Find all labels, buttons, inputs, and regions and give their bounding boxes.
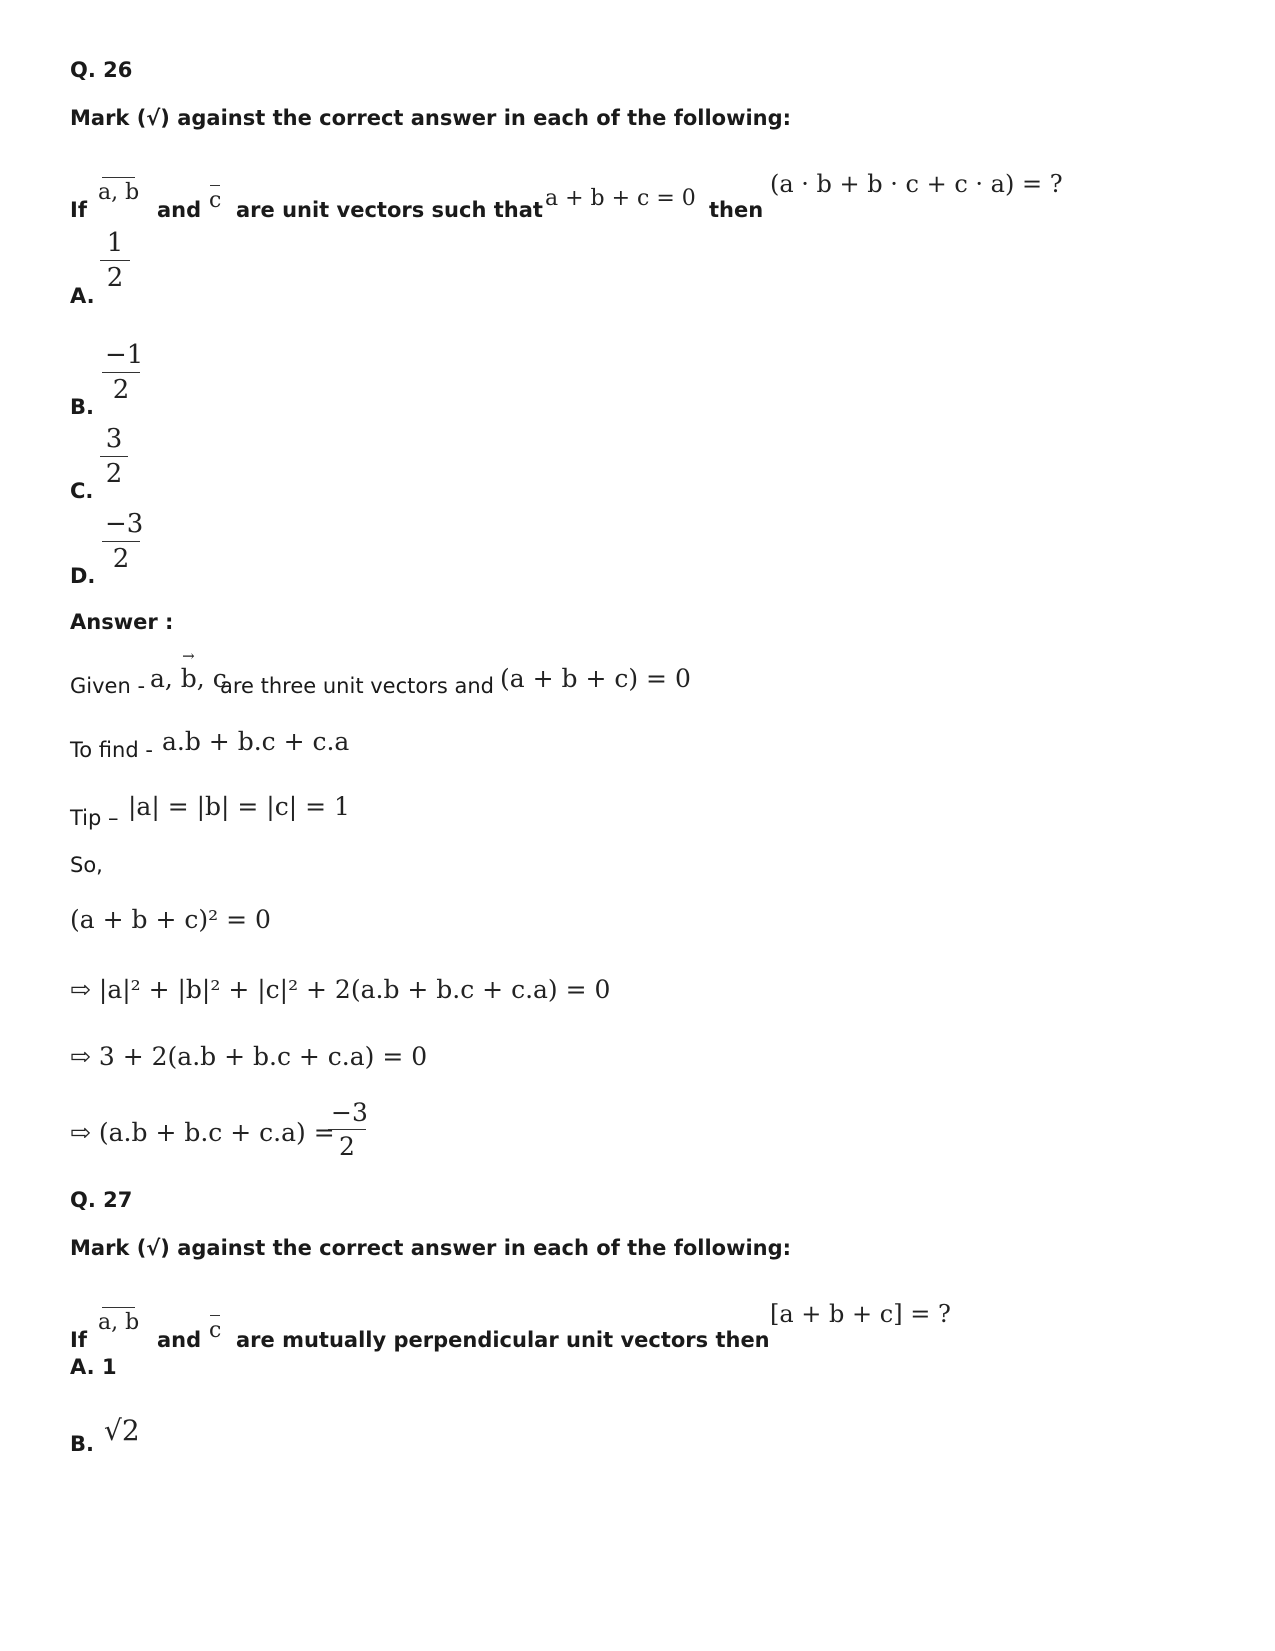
option-label-b: B.	[70, 1432, 94, 1456]
stem-if: If	[70, 1328, 87, 1352]
option-d-fraction[interactable]: −3 2	[102, 509, 140, 574]
stem-expression: [a + b + c] = ?	[770, 1300, 951, 1328]
stem-vector-ab: a, b	[98, 1310, 140, 1335]
stem-condition: a + b + c = 0	[545, 186, 696, 211]
option-a-fraction[interactable]: 1 2	[100, 228, 130, 293]
option-a[interactable]	[70, 1355, 117, 1379]
question-number: Q. 27	[70, 1188, 133, 1212]
tip-expression: |a| = |b| = |c| = 1	[128, 792, 350, 821]
stem-vector-c: c	[209, 188, 222, 213]
option-label-a: A.	[70, 284, 95, 308]
tip-label: Tip –	[70, 806, 119, 830]
so-text: So,	[70, 853, 103, 877]
tofind-expression: a.b + b.c + c.a	[162, 727, 350, 756]
answer-heading: Answer :	[70, 610, 174, 634]
option-label-b: B.	[70, 395, 94, 419]
question-number: Q. 26	[70, 58, 133, 82]
stem-expression: (a · b + b · c + c · a) = ?	[770, 170, 1063, 198]
tofind-label: To find -	[70, 738, 153, 762]
option-b-value[interactable]: √2	[104, 1414, 140, 1447]
option-label-c: C.	[70, 479, 94, 503]
stem-and: and	[157, 1328, 202, 1352]
given-label: Given -	[70, 674, 146, 698]
stem-then: then	[709, 198, 764, 222]
step-3: ⇨ 3 + 2(a.b + b.c + c.a) = 0	[70, 1042, 428, 1071]
option-a-value: 1	[101, 1355, 117, 1379]
option-c-fraction[interactable]: 3 2	[100, 424, 128, 489]
instruction: Mark (√) against the correct answer in each of the following:	[70, 1236, 792, 1260]
option-label-d: D.	[70, 564, 96, 588]
step-1: (a + b + c)² = 0	[70, 905, 271, 934]
step-4-fraction: −3 2	[328, 1098, 366, 1161]
stem-if: If	[70, 198, 87, 222]
stem-text: are mutually perpendicular unit vectors then	[236, 1328, 770, 1352]
option-label-a: A.	[70, 1355, 95, 1379]
step-4: ⇨ (a.b + b.c + c.a) =	[70, 1118, 335, 1147]
stem-vector-ab: a, b	[98, 180, 140, 205]
step-2: ⇨ |a|² + |b|² + |c|² + 2(a.b + b.c + c.a) = 0	[70, 975, 611, 1004]
option-b-fraction[interactable]: −1 2	[102, 340, 140, 405]
stem-vector-c: c	[209, 1318, 222, 1343]
stem-text: are unit vectors such that	[236, 198, 543, 222]
given-equation: (a + b + c) = 0	[500, 664, 691, 693]
stem-and: and	[157, 198, 202, 222]
instruction: Mark (√) against the correct answer in each of the following:	[70, 106, 792, 130]
given-vectors: a, b, c →	[150, 664, 227, 693]
given-text: are three unit vectors and	[220, 674, 494, 698]
